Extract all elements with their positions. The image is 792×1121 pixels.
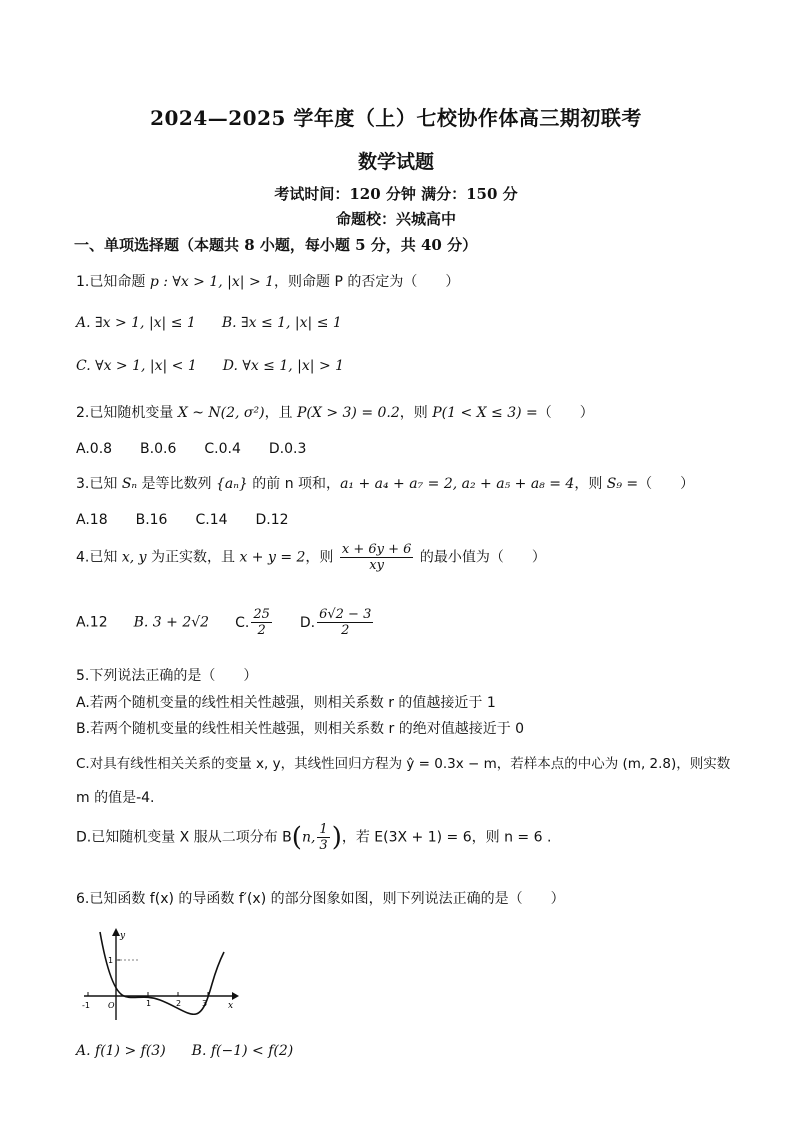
question-4-options [76,607,375,638]
x-axis-label: x [228,1001,234,1011]
question-2-stem: 2.已知随机变量 X ~ N(2, σ²)，且 P(X > 3) = 0.2，则 P(1 < X ≤ 3) =（ ） [76,405,594,421]
tick-label-origin: O [108,1001,115,1010]
option-b: B. ∃x ≤ 1, |x| ≤ 1 [221,315,342,331]
question-1-options-cd [76,358,344,374]
option-c: C. $\frac{25}{2}$ [235,607,270,638]
q4-fraction: $\frac{x + 6y + 6}{xy}$ [341,542,412,573]
question-4-stem: 4.已知 x, y 为正实数，且 x + y = 2，则 $\frac{x + 6y + 6}{xy}$ 的最小值为（ ） [76,542,546,573]
option-a: A. f(1) > f(3) [76,1043,166,1059]
option-b: B. 3 + 2√2 [133,614,210,631]
exam-title: 2024—2025 学年度（上）七校协作体高三期初联考 [150,106,642,130]
option-d: D. $\frac{6√2 - 3}{2}$ [299,607,372,638]
question-5-stem: 5.下列说法正确的是（ ） [76,668,258,684]
question-5-option-c-line2: m 的值是-4. [76,790,155,806]
exam-info: 考试时间：120 分钟 满分：150 分 [274,185,518,203]
question-6-stem: 6.已知函数 f(x) 的导函数 f′(x) 的部分图象如图，则下列说法正确的是（ ） [76,891,565,907]
question-5-option-b: B.若两个随机变量的线性相关性越强，则相关系数 r 的绝对值越接近于 0 [76,721,525,737]
option-c: C. ∀x > 1, |x| < 1 [76,358,197,374]
y-axis-arrow [112,928,120,936]
school-info: 命题校：兴城高中 [335,210,456,228]
tick-label-3: 3 [202,999,208,1008]
question-5-option-c-line1: C.对具有线性相关关系的变量 x, y，其线性回归方程为 ŷ = 0.3x − m，若样本点的中心为 (m, 2.8)，则实数 [76,756,731,772]
question-1-stem: 1.已知命题 p : ∀x > 1, |x| > 1，则命题 P 的否定为（ ） [76,274,460,290]
question-3-options: A.18 B.16 C.14 D.12 [76,512,289,528]
tick-label-y1: 1 [108,956,114,965]
option-a: A. ∃x > 1, |x| ≤ 1 [76,315,196,331]
tick-label-1: 1 [146,999,152,1008]
question-5-option-d: D.已知随机变量 X 服从二项分布 B(n, $\frac{1}{3}$ )，若 E(3X + 1) = 6，则 n = 6 . [76,822,552,853]
question-1-options-ab [76,315,342,331]
question-3-stem: 3.已知 Sₙ 是等比数列 {aₙ} 的前 n 项和，a₁ + a₄ + a₇ = 2, a₂ + a₅ + a₈ = 4，则 S₉ =（ ） [76,476,695,492]
tick-label-2: 2 [176,999,182,1008]
x-axis-arrow [232,992,239,1000]
section-title: 一、单项选择题（本题共 8 小题，每小题 5 分，共 40 分） [74,236,478,254]
question-6-options [76,1043,293,1059]
tick-label-neg1: -1 [82,1001,90,1010]
y-axis-label: y [120,931,126,941]
option-a: A.12 [76,614,108,631]
derivative-graph [80,926,240,1022]
option-d: D. ∀x ≤ 1, |x| > 1 [222,358,345,374]
question-5-option-a: A.若两个随机变量的线性相关性越强，则相关系数 r 的值越接近于 1 [76,695,496,711]
option-b: B. f(−1) < f(2) [191,1043,294,1059]
question-2-options: A.0.8 B.0.6 C.0.4 D.0.3 [76,441,307,457]
subject-title: 数学试题 [357,151,434,173]
